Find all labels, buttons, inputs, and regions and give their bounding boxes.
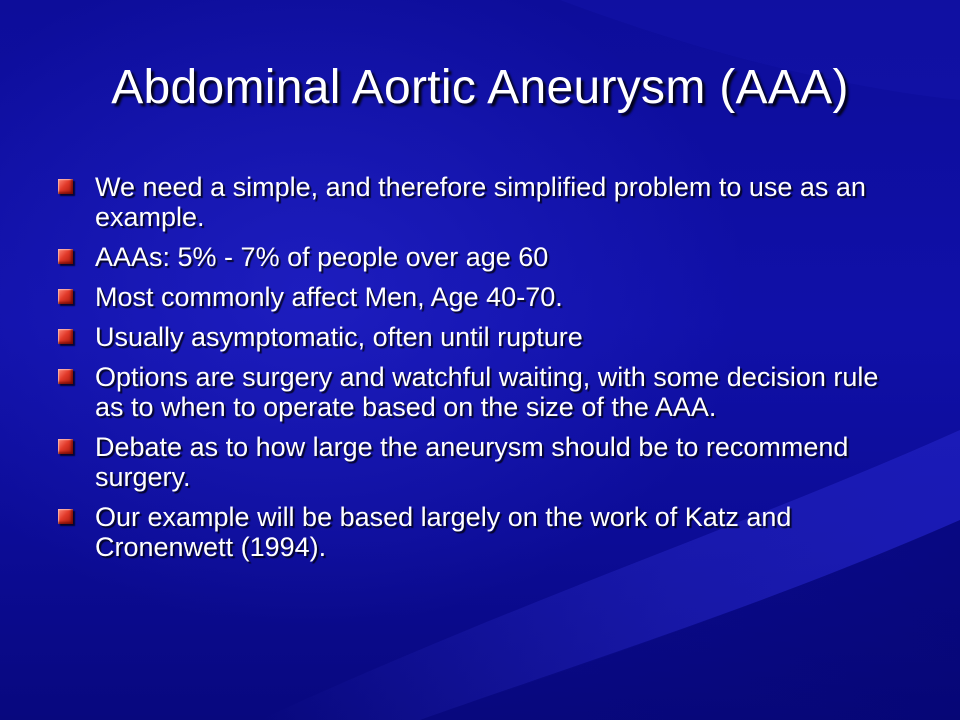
red-square-bullet-icon bbox=[58, 179, 73, 194]
red-square-bullet-icon bbox=[58, 439, 73, 454]
bullet-item bbox=[58, 172, 908, 232]
bullet-item bbox=[58, 362, 908, 422]
bullet-item bbox=[58, 502, 908, 562]
red-square-bullet-icon bbox=[58, 329, 73, 344]
bullet-text: Debate as to how large the aneurysm should be to recommend surgery. bbox=[95, 432, 849, 492]
bullet-item bbox=[58, 242, 908, 272]
bullet-text: We need a simple, and therefore simplified problem to use as an example. bbox=[95, 172, 866, 232]
bullet-text: Our example will be based largely on the work of Katz and Cronenwett (1994). bbox=[95, 502, 792, 562]
bullet-text: Options are surgery and watchful waiting, with some decision rule as to when to operate based on the size of the AAA. bbox=[95, 362, 879, 422]
bullet-item bbox=[58, 432, 908, 492]
red-square-bullet-icon bbox=[58, 369, 73, 384]
red-square-bullet-icon bbox=[58, 509, 73, 524]
bullet-list bbox=[58, 172, 908, 572]
red-square-bullet-icon bbox=[58, 249, 73, 264]
bullet-text: AAAs: 5% - 7% of people over age 60 bbox=[95, 242, 549, 272]
red-square-bullet-icon bbox=[58, 289, 73, 304]
bullet-item bbox=[58, 322, 908, 352]
slide-title: Abdominal Aortic Aneurysm (AAA) bbox=[111, 61, 849, 114]
bullet-item bbox=[58, 282, 908, 312]
bullet-text: Usually asymptomatic, often until rupture bbox=[95, 322, 583, 352]
bullet-text: Most commonly affect Men, Age 40-70. bbox=[95, 282, 563, 312]
